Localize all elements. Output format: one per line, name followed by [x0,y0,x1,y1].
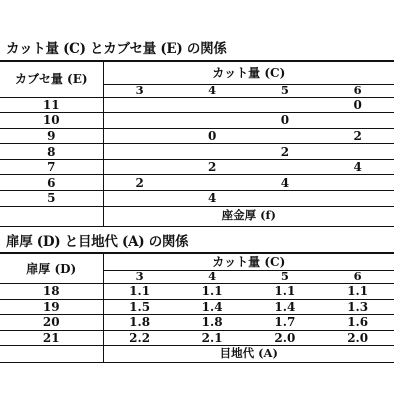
table-cell: 1.6 [321,315,394,331]
table-cell: 1.5 [103,299,176,315]
table-cell: 1.1 [176,284,249,300]
table-cell [249,128,322,144]
column-header-cut: カット量 (C) [103,253,394,271]
table-row [0,128,394,144]
table-cell: 1.8 [176,315,249,331]
table-cell: 4 [249,175,322,191]
table-cell: 1.4 [176,299,249,315]
table-cell [249,191,322,207]
table-cell: 0 [321,97,394,113]
table-cell [103,144,176,160]
row-header-door: 扉厚 (D) [0,253,103,284]
table-cell [321,113,394,129]
table-cell [103,191,176,207]
row-label: 7 [0,159,103,175]
row-label: 21 [0,330,103,346]
table-cell [176,175,249,191]
table-cell [176,144,249,160]
row-label: 9 [0,128,103,144]
table-cell: 1.1 [249,284,322,300]
row-label: 19 [0,299,103,315]
table-cell [321,144,394,160]
table-cell: 2.0 [249,330,322,346]
table-cell [321,191,394,207]
table-cell: 2.1 [176,330,249,346]
door-vs-joint-table [0,252,394,363]
column-label: 4 [176,271,249,284]
table-row [0,97,394,113]
column-label: 5 [249,271,322,284]
table-cell: 1.1 [103,284,176,300]
table-cell: 2 [249,144,322,160]
table-cell [103,159,176,175]
row-label: 10 [0,113,103,129]
footer-washer-thickness: 座金厚 (f) [103,206,394,226]
table2-title: 扉厚 (D) と目地代 (A) の関係 [6,234,189,250]
table-cell: 0 [249,113,322,129]
row-label: 18 [0,284,103,300]
cut-vs-cover-table [0,60,394,227]
table-row [0,284,394,300]
table-cell: 1.7 [249,315,322,331]
table-row [0,144,394,160]
table-cell [249,97,322,113]
footer-joint-allowance: 目地代 (A) [103,346,394,363]
table-cell [249,159,322,175]
table-row [0,330,394,346]
column-label: 3 [103,271,176,284]
column-label: 4 [176,85,249,98]
table-cell: 1.8 [103,315,176,331]
table-cell: 1.4 [249,299,322,315]
table-cell: 2.0 [321,330,394,346]
column-label: 6 [321,271,394,284]
row-label: 11 [0,97,103,113]
column-label: 5 [249,85,322,98]
table-row [0,175,394,191]
table-row [0,315,394,331]
table-cell: 2 [103,175,176,191]
table-cell: 1.3 [321,299,394,315]
row-label: 8 [0,144,103,160]
column-header-cut: カット量 (C) [103,61,394,85]
table-cell [103,97,176,113]
table-row [0,191,394,207]
table-cell: 2.2 [103,330,176,346]
table-cell [103,128,176,144]
footer-spacer [0,346,103,363]
table-cell: 0 [176,128,249,144]
table-cell [103,113,176,129]
table-row [0,299,394,315]
row-label: 6 [0,175,103,191]
table-cell: 4 [176,191,249,207]
table-row [0,113,394,129]
table-cell: 2 [176,159,249,175]
row-header-cover: カブセ量 (E) [0,61,103,97]
column-label: 6 [321,85,394,98]
table-cell: 4 [321,159,394,175]
table1-title: カット量 (C) とカブセ量 (E) の関係 [6,41,227,57]
table-cell [321,175,394,191]
table-cell: 2 [321,128,394,144]
table-cell [176,113,249,129]
row-label: 5 [0,191,103,207]
table-row [0,159,394,175]
column-label: 3 [103,85,176,98]
table-cell: 1.1 [321,284,394,300]
row-label: 20 [0,315,103,331]
table-cell [176,97,249,113]
footer-spacer [0,206,103,226]
